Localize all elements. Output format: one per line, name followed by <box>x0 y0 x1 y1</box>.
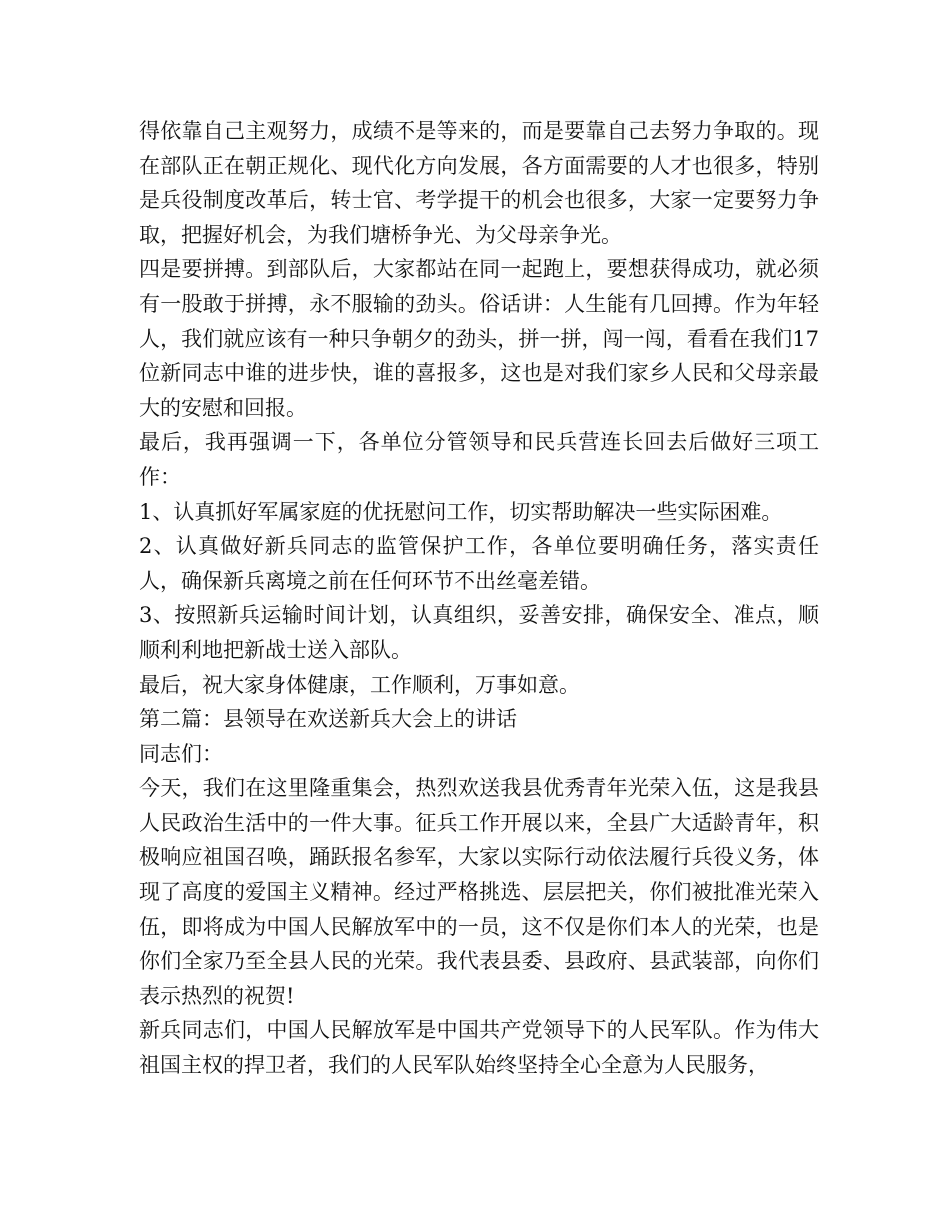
list-item-task-1: 1、认真抓好军属家庭的优抚慰问工作，切实帮助解决一些实际困难。 <box>139 499 783 524</box>
section-heading-second-speech: 第二篇：县领导在欢送新兵大会上的讲话 <box>139 707 517 732</box>
list-item-task-2: 2、认真做好新兵同志的监管保护工作，各单位要明确任务，落实责任人，确保新兵离境之前在任何环节不出丝毫差错。 <box>139 534 819 593</box>
paragraph-three-tasks-intro: 最后，我再强调一下，各单位分管领导和民兵营连长回去后做好三项工作： <box>139 430 819 489</box>
salutation: 同志们： <box>139 741 223 766</box>
list-item-task-3: 3、按照新兵运输时间计划，认真组织，妥善安排，确保安全、准点，顺顺利利地把新战士送入部队。 <box>139 603 819 662</box>
paragraph-recruits-effort: 得依靠自己主观努力，成绩不是等来的，而是要靠自己去努力争取的。现在部队正在朝正规化、现代化方向发展，各方面需要的人才也很多，特别是兵役制度改革后，转士官、考学提干的机会也很多，大家一定要努力争取，把握好机会，为我们塘桥争光、为父母亲争光。 <box>139 119 819 247</box>
paragraph-closing-wishes: 最后，祝大家身体健康，工作顺利，万事如意。 <box>139 672 580 697</box>
paragraph-welcome-recruits: 今天，我们在这里隆重集会，热烈欢送我县优秀青年光荣入伍，这是我县人民政治生活中的一件大事。征兵工作开展以来，全县广大适龄青年，积极响应祖国召唤，踊跃报名参军，大家以实际行动依法履行兵役义务，体现了高度的爱国主义精神。经过严格挑选、层层把关，你们被批准光荣入伍，即将成为中国人民解放军中的一员，这不仅是你们本人的光荣，也是你们全家乃至全县人民的光荣。我代表县委、县政府、县武装部，向你们表示热烈的祝贺! <box>139 776 819 1008</box>
paragraph-peoples-army: 新兵同志们，中国人民解放军是中国共产党领导下的人民军队。作为伟大祖国主权的捍卫者，我们的人民军队始终坚持全心全意为人民服务， <box>139 1018 819 1078</box>
document-body <box>139 114 819 1083</box>
paragraph-point-four-strive: 四是要拼搏。到部队后，大家都站在同一起跑上，要想获得成功，就必须有一股敢于拼搏，永不服输的劲头。俗话讲：人生能有几回搏。作为年轻人，我们就应该有一种只争朝夕的劲头，拼一拼，闯一闯，看看在我们17位新同志中谁的进步快，谁的喜报多，这也是对我们家乡人民和父母亲最大的安慰和回报。 <box>139 257 819 420</box>
